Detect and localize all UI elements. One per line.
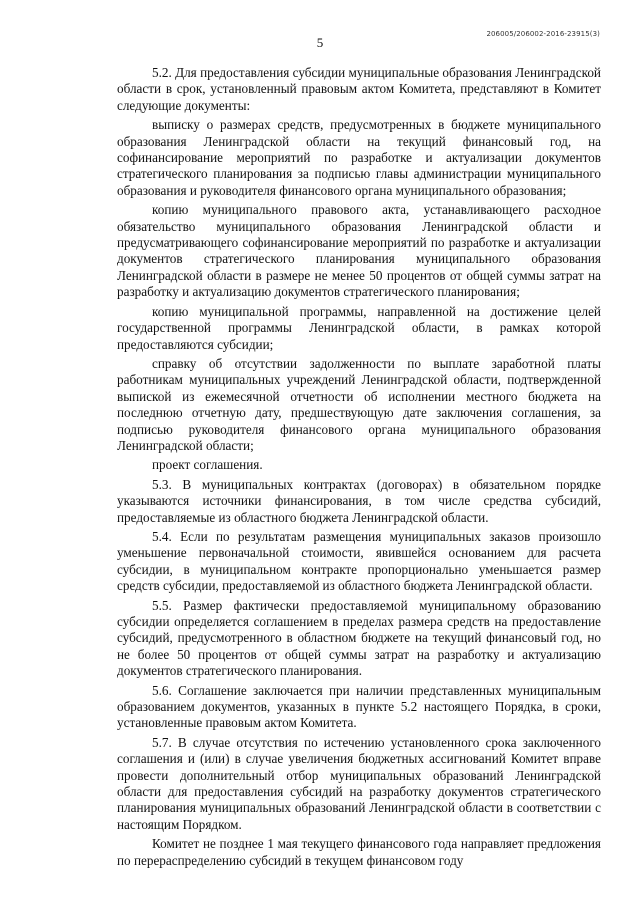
- page-number: 5: [316, 35, 324, 50]
- paragraph-5-2: 5.2. Для предоставления субсидии муниципальные образования Ленинградской области в срок, установленный правовым актом Комитета, представляют в Комитет следующие документы:: [117, 65, 601, 113]
- list-item-legal-act-copy: копию муниципального правового акта, устанавливающего расходное обязательство муниципального образования Ленинградской области и предусматривающего софинансирование мероприятий по разработке и актуализации документов стратегического планирования муниципального образования Ленинградской области в размере не менее 50 процентов от общей суммы затрат на разработку и актуализацию документов стратегического планирования;: [117, 202, 601, 300]
- paragraph-5-7: 5.7. В случае отсутствия по истечению установленного срока заключенного соглашения и (или) в случае увеличения бюджетных ассигнований Комитет вправе провести дополнительный отбор муниципальных образований Ленинградской области для предоставления субсидий на разработку документов стратегического планирования муниципальных образований Ленинградской области в соответствии с настоящим Порядком.: [117, 734, 601, 832]
- paragraph-5-6: 5.6. Соглашение заключается при наличии представленных муниципальным образованием документов, указанных в пункте 5.2 настоящего Порядка, в сроки, установленные правовым актом Комитета.: [117, 682, 601, 731]
- paragraph-5-3: 5.3. В муниципальных контрактах (договорах) в обязательном порядке указываются источники финансирования, в том числе средства субсидий, предоставляемые из областного бюджета Ленинградской области.: [117, 476, 601, 525]
- list-item-program-copy: копию муниципальной программы, направленной на достижение целей государственной программы Ленинградской области, в рамках которой предоставляются субсидии;: [117, 303, 601, 352]
- document-body: [117, 65, 601, 872]
- document-code: 206005/206002-2016-23915(3): [486, 30, 600, 38]
- paragraph-5-4: 5.4. Если по результатам размещения муниципальных заказов произошло уменьшение первоначальной стоимости, явившейся основанием для расчета субсидии, в муниципальном контракте пропорционально уменьшается размер средств субсидии, предоставляемой из областного бюджета Ленинградской области.: [117, 528, 601, 594]
- paragraph-committee-deadline: Комитет не позднее 1 мая текущего финансового года направляет предложения по перераспределению субсидий в текущем финансовом году: [117, 836, 601, 868]
- list-item-budget-extract: выписку о размерах средств, предусмотренных в бюджете муниципального образования Ленинградской области на текущий финансовый год, на софинансирование мероприятий по разработке и актуализации документов стратегического планирования за подписью главы администрации муниципального образования и руководителя финансового органа муниципального образования;: [117, 117, 601, 198]
- list-item-draft-agreement: проект соглашения.: [152, 457, 263, 473]
- list-item-salary-debt-certificate: справку об отсутствии задолженности по выплате заработной платы работникам муниципальных учреждений Ленинградской области, подтвержденной выпиской из ежемесячной отчетности об исполнении местного бюджета на последнюю отчетную дату, предшествующую дате заключения соглашения, за подписью руководителя финансового органа муниципального образования Ленинградской области;: [117, 355, 601, 453]
- paragraph-5-5: 5.5. Размер фактически предоставляемой муниципальному образованию субсидии определяется соглашением в пределах размера средств на предоставление субсидий, предусмотренного в областном бюджете на текущий финансовый год, но не более 50 процентов от общей суммы затрат на разработку и актуализацию документов стратегического планирования.: [117, 597, 601, 679]
